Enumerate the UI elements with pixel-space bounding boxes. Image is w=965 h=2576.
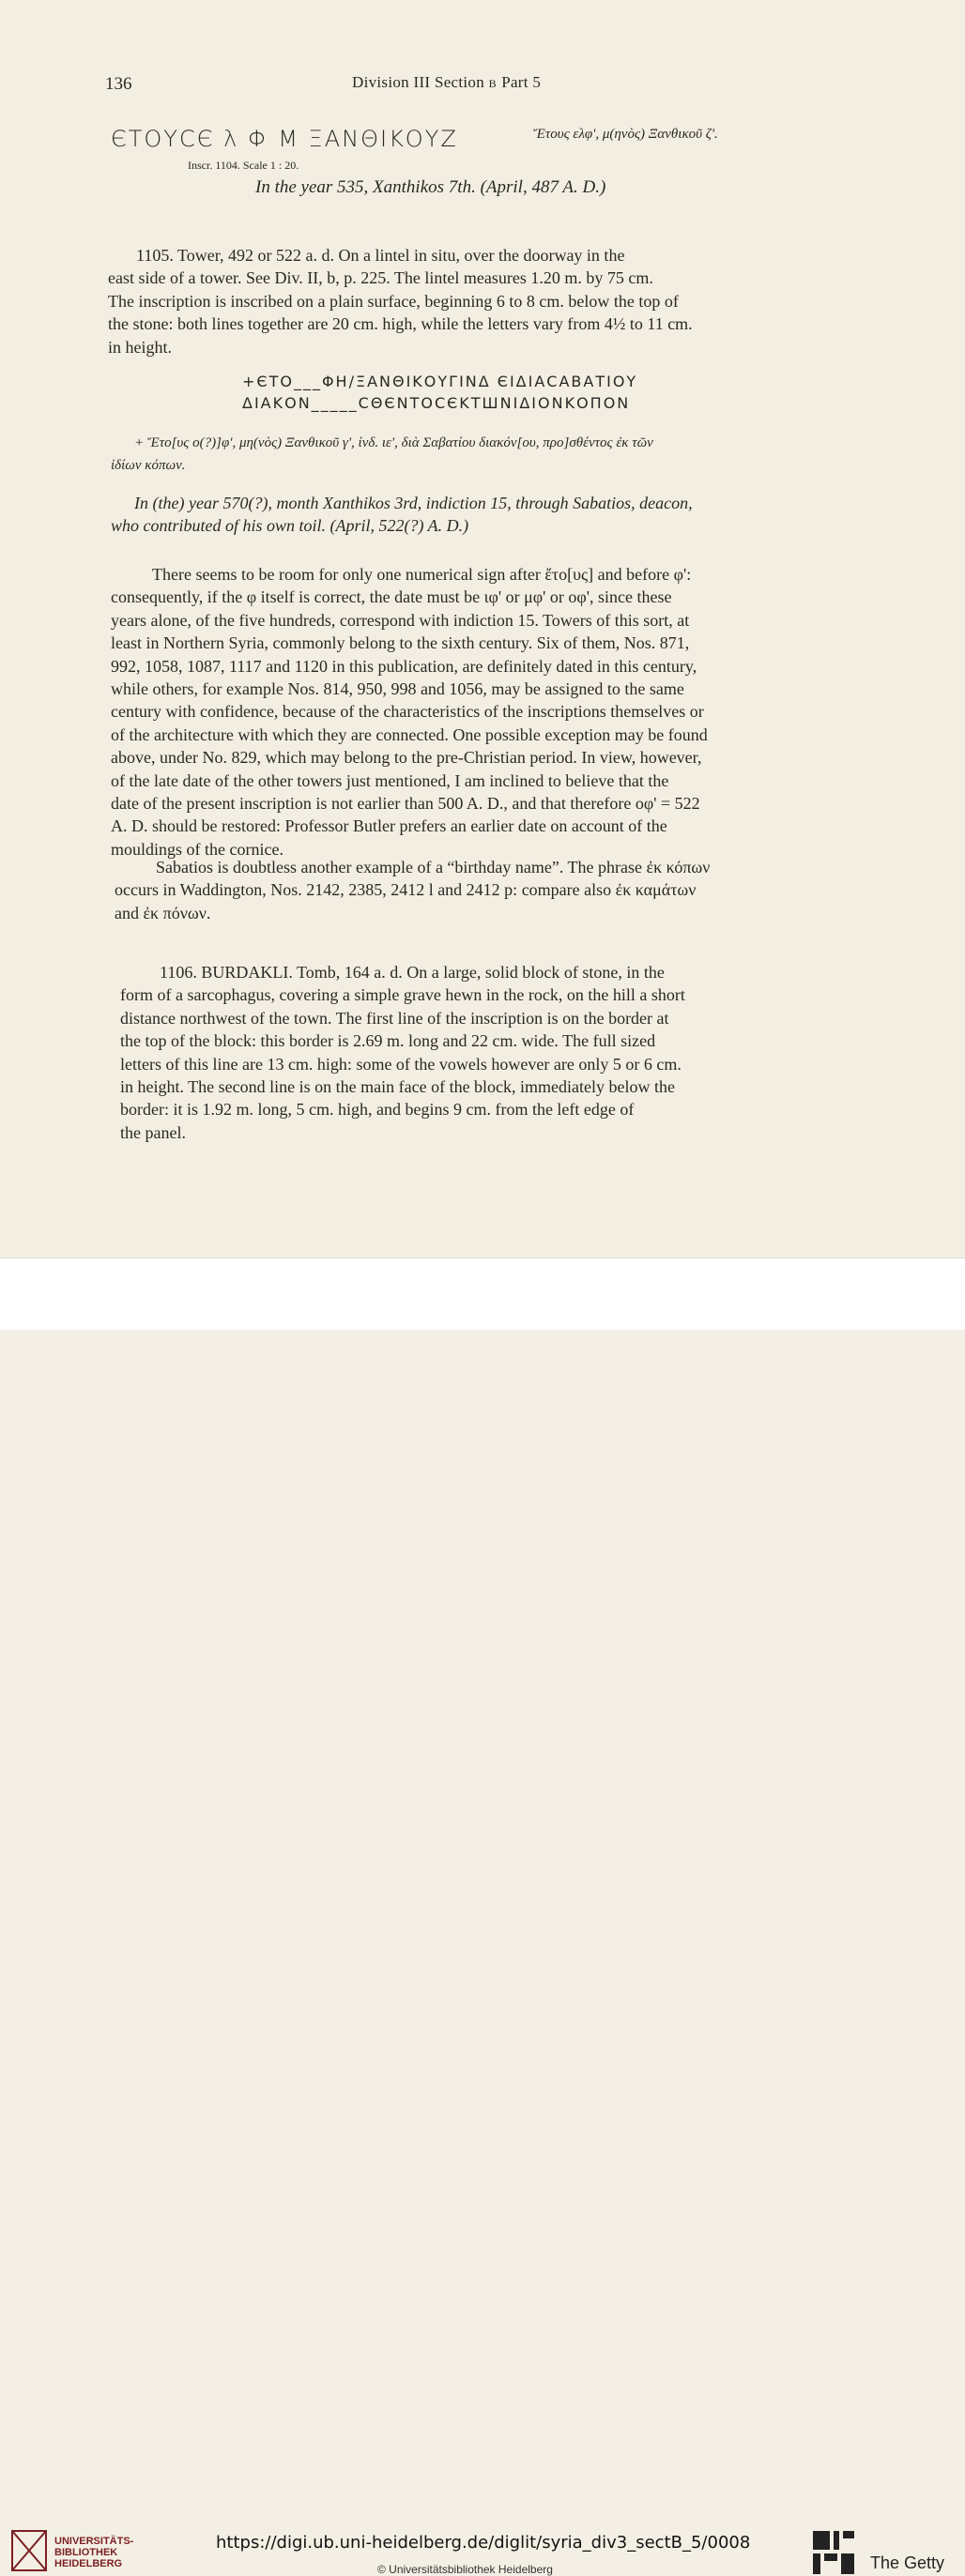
- commentary-line: There seems to be room for only one numerical sign after ἔτο[υς] and before φ':: [152, 565, 692, 584]
- getty-name: The Getty: [870, 2553, 945, 2572]
- entry-1106-line: the panel.: [120, 1122, 186, 1142]
- entry-1106-line: border: it is 1.92 m. long, 5 cm. high, and begins 9 cm. from the left edge of: [120, 1100, 635, 1120]
- commentary-line: of the late date of the other towers just mentioned, I am inclined to believe that the: [111, 770, 669, 790]
- commentary-line: mouldings of the cornice.: [111, 839, 283, 859]
- entry-1106-description: [120, 961, 858, 1144]
- university-library-name: [54, 2536, 133, 2569]
- entry-1105-line: The inscription is inscribed on a plain surface, beginning 6 to 8 cm. below the top of: [108, 291, 679, 311]
- permalink-url[interactable]: https://digi.ub.uni-heidelberg.de/diglit/syria_div3_sectB_5/0008: [216, 2533, 751, 2553]
- entry-1105-majuscule-line-1: +ЄΤΟ___ΦΗ/ΞΑΝΘΙΚΟΥΓΙΝΔ ЄΙΔΙΑCΑΒΑΤΙΟΥ: [242, 373, 638, 390]
- entry-1106-line: 1106. BURDAKLI. Tomb, 164 a. d. On a large, solid block of stone, in the: [160, 963, 665, 982]
- running-head-part: Part 5: [501, 73, 542, 91]
- translation-line: In (the) year 570(?), month Xanthikos 3rd, indiction 15, through Sabatios, deacon,: [134, 494, 693, 512]
- sabatios-line: and ἐκ πόνων.: [115, 903, 211, 922]
- copyright-notice: © Universitätsbibliothek Heidelberg: [377, 2563, 553, 2576]
- entry-1105-line: in height.: [108, 337, 172, 357]
- inscription-1104-transcription: Ἔτους ελφ', μ(ηνὸς) Ξανθικοῦ ζ'.: [533, 127, 718, 142]
- entry-1105-line: east side of a tower. See Div. II, b, p. 225. The lintel measures 1.20 m. by 75 cm.: [108, 268, 653, 288]
- viewer-footer: [0, 1258, 965, 2576]
- inscription-1104-note: Inscr. 1104. Scale 1 : 20.: [188, 159, 299, 172]
- entry-1106-line: form of a sarcophagus, covering a simple grave hewn in the rock, on the hill a short: [120, 985, 685, 1005]
- inscription-1104-translation: In the year 535, Xanthikos 7th. (April, 487 A. D.): [255, 177, 606, 197]
- library-name-line: UNIVERSITÄTS-: [54, 2536, 134, 2547]
- entry-1105-transcription: [111, 432, 849, 478]
- getty-logo-icon: [811, 2529, 856, 2576]
- running-head-section-letter: B: [488, 77, 498, 90]
- commentary-line: above, under No. 829, which may belong to the pre-Christian period. In view, however,: [111, 748, 702, 768]
- commentary-line: least in Northern Syria, commonly belong to the sixth century. Six of them, Nos. 871,: [111, 633, 690, 653]
- commentary-line: of the architecture with which they are connected. One possible exception may be found: [111, 724, 708, 744]
- commentary-line: 992, 1058, 1087, 1117 and 1120 in this publication, are definitely dated in this century,: [111, 656, 697, 676]
- sabatios-line: occurs in Waddington, Nos. 2142, 2385, 2412 l and 2412 p: compare also ἐκ καμάτων: [115, 880, 697, 900]
- transcription-line: + Ἔτο[υς ο(?)]φ', μη(νὸς) Ξανθικοῦ γ', ἰνδ. ιε', διὰ Σαβατίου διακόν[ου, προ]σθέντος ἐκ τῶν: [134, 435, 653, 450]
- commentary-line: years alone, of the five hundreds, correspond with indiction 15. Towers of this sort, at: [111, 610, 690, 630]
- entry-1105-description: [108, 244, 846, 358]
- commentary-line: century with confidence, because of the characteristics of the inscriptions themselves or: [111, 702, 704, 722]
- page-number: 136: [105, 74, 132, 94]
- running-head-division: Division III Section: [352, 73, 485, 91]
- university-library-logo-icon: [11, 2530, 47, 2571]
- library-name-line: BIBLIOTHEK: [54, 2547, 118, 2558]
- running-head: [352, 73, 541, 92]
- translation-line: who contributed of his own toil. (April, 522(?) A. D.): [111, 516, 469, 536]
- entry-1105-majuscule-line-2: ΔΙΑΚΟΝ_____CΘЄΝΤΟCЄΚΤШΝΙΔΙΟΝΚΟΠΟΝ: [242, 394, 631, 412]
- entry-1105-line: 1105. Tower, 492 or 522 a. d. On a lintel in situ, over the doorway in the: [136, 246, 625, 265]
- entry-1105-sabatios-note: [115, 856, 856, 924]
- entry-1105-translation: [111, 492, 849, 538]
- commentary-line: while others, for example Nos. 814, 950, 998 and 1056, may be assigned to the same: [111, 679, 684, 699]
- entry-1106-line: distance northwest of the town. The first line of the inscription is on the border at: [120, 1008, 669, 1028]
- entry-1106-line: letters of this line are 13 cm. high: some of the vowels however are only 5 or 6 cm.: [120, 1054, 682, 1074]
- commentary-line: consequently, if the φ itself is correct, the date must be ιφ' or μφ' or οφ', since these: [111, 587, 672, 607]
- inscription-1104-majuscule: ЄΤΟΥCЄ λ Φ Μ ΞΑΝΘΙΚΟΥΖ: [111, 126, 458, 152]
- entry-1105-line: the stone: both lines together are 20 cm. high, while the letters vary from 4½ to 11 cm.: [108, 314, 693, 334]
- entry-1106-line: the top of the block: this border is 2.69 m. long and 22 cm. wide. The full sized: [120, 1031, 656, 1051]
- commentary-line: A. D. should be restored: Professor Butler prefers an earlier date on account of the: [111, 816, 667, 836]
- entry-1106-line: in height. The second line is on the main face of the block, immediately below the: [120, 1077, 676, 1097]
- sabatios-line: Sabatios is doubtless another example of a “birthday name”. The phrase ἐκ κόπων: [156, 858, 711, 876]
- library-name-line: HEIDELBERG: [54, 2558, 123, 2569]
- commentary-line: date of the present inscription is not earlier than 500 A. D., and that therefore οφ' = 522: [111, 794, 700, 814]
- entry-1105-commentary: [111, 563, 852, 861]
- transcription-line: ἰδίων κόπων.: [111, 458, 186, 474]
- scanned-page: [0, 0, 965, 1258]
